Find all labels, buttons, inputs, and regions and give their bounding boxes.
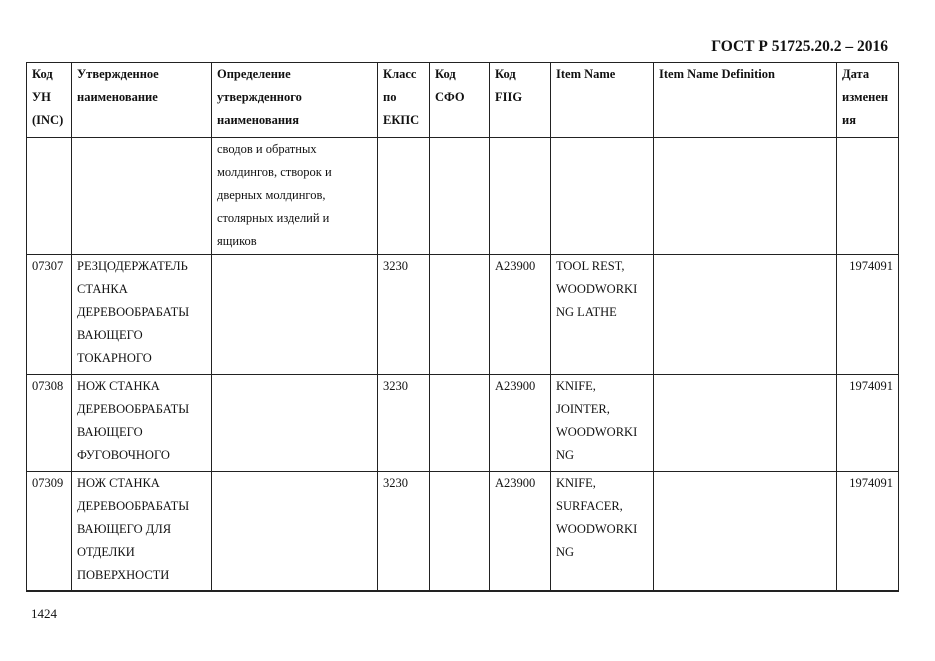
cell-fiig: A23900 — [490, 472, 551, 591]
cell-date: 1974091 — [837, 375, 899, 472]
header-item-name-definition: Item Name Definition — [654, 63, 837, 138]
cell-name — [72, 138, 212, 255]
cell-definition — [212, 472, 378, 591]
header-sfo: Код СФО — [430, 63, 490, 138]
cell-sfo — [430, 472, 490, 591]
table-row — [27, 255, 899, 375]
cell-class: 3230 — [378, 255, 430, 375]
cell-class: 3230 — [378, 472, 430, 591]
cell-item-name: TOOL REST, WOODWORKI NG LATHE — [551, 255, 654, 375]
header-change-date: Дата изменен ия — [837, 63, 899, 138]
cell-sfo — [430, 138, 490, 255]
cell-definition: сводов и обратных молдингов, створок и дверных молдингов, столярных изделий и ящиков — [212, 138, 378, 255]
cell-definition — [212, 375, 378, 472]
cell-definition — [212, 255, 378, 375]
header-approved-name: Утвержденное наименование — [72, 63, 212, 138]
header-class: Класс по ЕКПС — [378, 63, 430, 138]
cell-inc: 07309 — [27, 472, 72, 591]
cell-inc: 07308 — [27, 375, 72, 472]
cell-item-def — [654, 375, 837, 472]
cell-fiig: A23900 — [490, 255, 551, 375]
document-code: ГОСТ Р 51725.20.2 – 2016 — [711, 38, 888, 55]
cell-item-def — [654, 255, 837, 375]
cell-item-name: KNIFE, JOINTER, WOODWORKI NG — [551, 375, 654, 472]
data-table — [26, 62, 899, 592]
table-row-continuation — [27, 138, 899, 255]
cell-fiig: A23900 — [490, 375, 551, 472]
header-item-name: Item Name — [551, 63, 654, 138]
cell-class: 3230 — [378, 375, 430, 472]
cell-date: 1974091 — [837, 472, 899, 591]
page-number: 1424 — [31, 606, 57, 621]
cell-name: НОЖ СТАНКА ДЕРЕВООБРАБАТЫ ВАЮЩЕГО ФУГОВОЧНОГО — [72, 375, 212, 472]
cell-name: НОЖ СТАНКА ДЕРЕВООБРАБАТЫ ВАЮЩЕГО ДЛЯ ОТДЕЛКИ ПОВЕРХНОСТИ — [72, 472, 212, 591]
cell-name: РЕЗЦОДЕРЖАТЕЛЬ СТАНКА ДЕРЕВООБРАБАТЫ ВАЮЩЕГО ТОКАРНОГО — [72, 255, 212, 375]
cell-class — [378, 138, 430, 255]
table-row — [27, 472, 899, 591]
cell-item-name — [551, 138, 654, 255]
table-header-row — [27, 63, 899, 138]
header-fiig: Код FIIG — [490, 63, 551, 138]
cell-sfo — [430, 255, 490, 375]
header-definition: Определение утвержденного наименования — [212, 63, 378, 138]
cell-inc: 07307 — [27, 255, 72, 375]
cell-item-def — [654, 138, 837, 255]
cell-inc — [27, 138, 72, 255]
cell-item-def — [654, 472, 837, 591]
table-row — [27, 375, 899, 472]
cell-date — [837, 138, 899, 255]
cell-sfo — [430, 375, 490, 472]
cell-date: 1974091 — [837, 255, 899, 375]
cell-fiig — [490, 138, 551, 255]
cell-item-name: KNIFE, SURFACER, WOODWORKI NG — [551, 472, 654, 591]
header-inc: Код УН (INC) — [27, 63, 72, 138]
